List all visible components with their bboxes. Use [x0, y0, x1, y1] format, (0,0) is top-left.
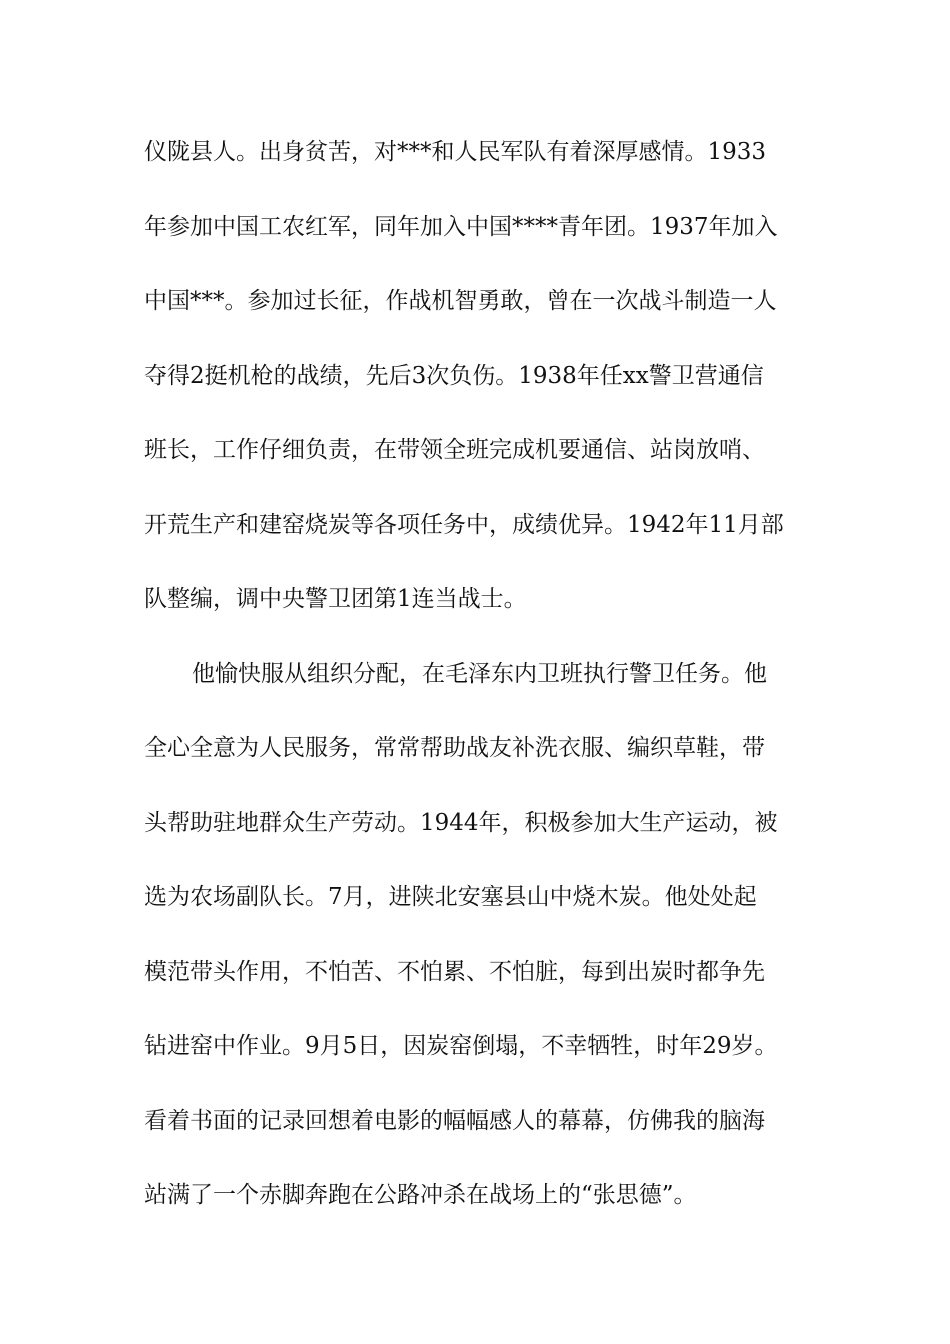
text-line: 站满了一个赤脚奔跑在公路冲杀在战场上的“张思德”。 [144, 1182, 697, 1208]
text-line: 模范带头作用，不怕苦、不怕累、不怕脏，每到出炭时都争先 [144, 958, 765, 985]
text-line: 头帮助驻地群众生产劳动。1944年，积极参加大生产运动，被 [144, 809, 778, 836]
body-text [144, 118, 814, 1310]
paragraph-2 [144, 640, 814, 1311]
text-line: 他愉快服从组织分配，在毛泽东内卫班执行警卫任务。他 [192, 660, 767, 687]
text-line: 队整编，调中央警卫团第1连当战士。 [144, 586, 527, 612]
text-line: 夺得2挺机枪的战绩，先后3次负伤。1938年任xx警卫营通信 [144, 362, 764, 389]
text-line: 全心全意为人民服务，常常帮助战友补洗衣服、编织草鞋，带 [144, 735, 765, 761]
text-line: 开荒生产和建窑烧炭等各项任务中，成绩优异。1942年11月部 [144, 511, 784, 538]
text-line: 班长，工作仔细负责，在带领全班完成机要通信、站岗放哨、 [144, 437, 765, 463]
text-line: 中国***。参加过长征，作战机智勇敢，曾在一次战斗制造一人 [144, 288, 777, 314]
text-line: 年参加中国工农红军，同年加入中国****青年团。1937年加入 [144, 213, 778, 240]
paragraph-1 [144, 118, 814, 640]
text-line: 钻进窑中作业。9月5日，因炭窑倒塌，不幸牺牲，时年29岁。 [144, 1033, 778, 1059]
text-line [144, 1236, 814, 1311]
text-line: 看着书面的记录回想着电影的幅幅感人的幕幕，仿佛我的脑海 [144, 1107, 765, 1134]
text-line: 仪陇县人。出身贫苦，对***和人民军队有着深厚感情。1933 [144, 139, 767, 165]
text-line: 选为农场副队长。7月，进陕北安塞县山中烧木炭。他处处起 [144, 884, 757, 910]
